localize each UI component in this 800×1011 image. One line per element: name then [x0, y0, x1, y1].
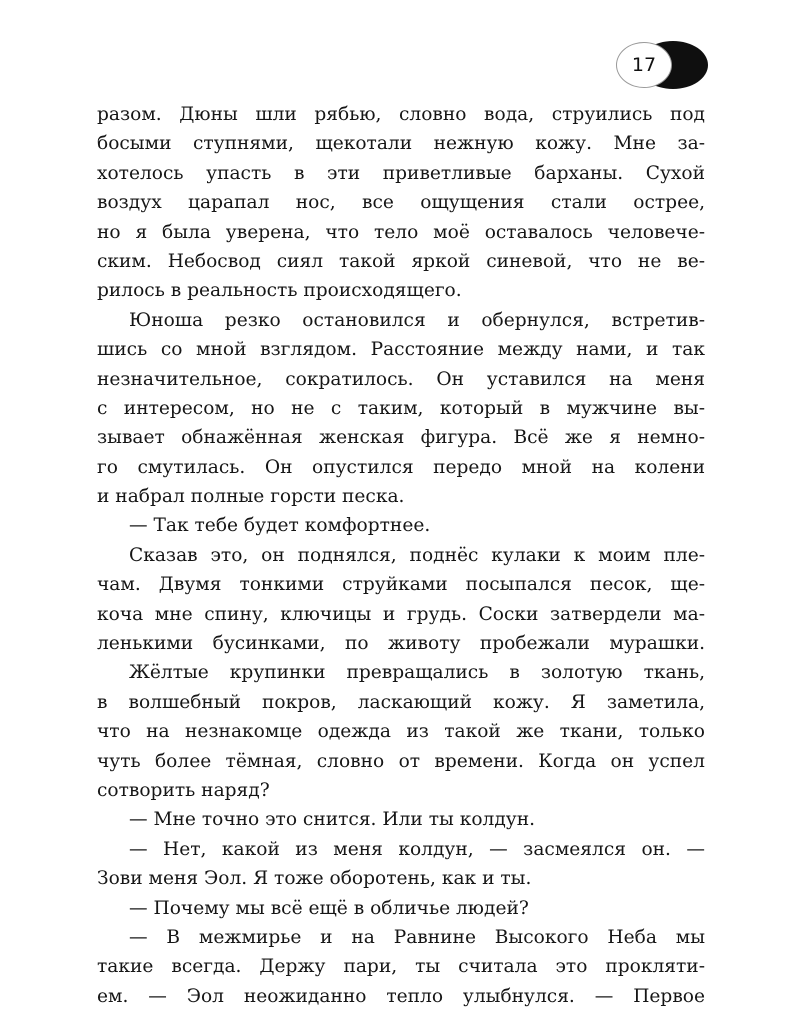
- text-line: зывает обнажённая женская фигура. Всё же я немно-: [97, 427, 705, 449]
- text-line: Жёлтые крупинки превращались в золотую ткань,: [129, 662, 705, 684]
- text-line: чуть более тёмная, словно от времени. Когда он успел: [97, 750, 705, 772]
- text-line: незначительное, сократилось. Он уставился на меня: [97, 368, 705, 390]
- text-line: — Мне точно это снится. Или ты колдун.: [129, 809, 536, 831]
- text-line: воздух царапал нос, все ощущения стали острее,: [97, 192, 705, 214]
- text-line: — Так тебе будет комфортнее.: [129, 515, 431, 537]
- text-line: и набрал полные горсти песка.: [97, 486, 405, 508]
- text-line: — Почему мы всё ещё в обличье людей?: [129, 897, 529, 919]
- text-line: что на незнакомце одежда из такой же ткани, только: [97, 721, 705, 743]
- text-line: ем. — Эол неожиданно тепло улыбнулся. — Первое: [97, 985, 705, 1007]
- text-line: Юноша резко остановился и обернулся, встретив-: [129, 309, 705, 331]
- text-line: ским. Небосвод сиял такой яркой синевой, что не ве-: [97, 250, 705, 272]
- text-line: Сказав это, он поднялся, поднёс кулаки к моим пле-: [129, 544, 705, 566]
- text-line: шись со мной взглядом. Расстояние между нами, и так: [97, 339, 705, 361]
- text-line: Зови меня Эол. Я тоже оборотень, как и ты.: [97, 868, 532, 890]
- text-line: — В межмирье и на Равнине Высокого Неба мы: [129, 926, 705, 948]
- page-number-badge: [616, 40, 708, 90]
- body-text: [97, 100, 705, 1011]
- text-line: сотворить наряд?: [97, 779, 270, 801]
- page-number: 17: [616, 42, 672, 88]
- text-line: такие всегда. Держу пари, ты считала это прокляти-: [97, 956, 705, 978]
- text-line: хотелось упасть в эти приветливые барханы. Сухой: [97, 162, 705, 184]
- text-line: разом. Дюны шли рябью, словно вода, струились под: [97, 104, 705, 125]
- text-line: — Нет, какой из меня колдун, — засмеялся он. —: [129, 838, 705, 860]
- text-line: кочa мне спину, ключицы и грудь. Соски затвердели ма-: [97, 603, 705, 625]
- text-line: с интересом, но не с таким, который в мужчине вы-: [97, 397, 705, 419]
- text-line: в волшебный покров, ласкающий кожу. Я заметила,: [97, 691, 705, 713]
- text-line: босыми ступнями, щекотали нежную кожу. Мне за-: [97, 133, 705, 155]
- text-line: ленькими бусинками, по животу пробежали мурашки.: [97, 633, 705, 655]
- text-line: чам. Двумя тонкими струйками посыпался песок, ще-: [97, 574, 705, 596]
- text-line: но я была уверена, что тело моё оставалось человече-: [97, 221, 705, 243]
- text-line: го смутилась. Он опустился передо мной на колени: [97, 456, 705, 478]
- text-line: рилось в реальность происходящего.: [97, 280, 462, 302]
